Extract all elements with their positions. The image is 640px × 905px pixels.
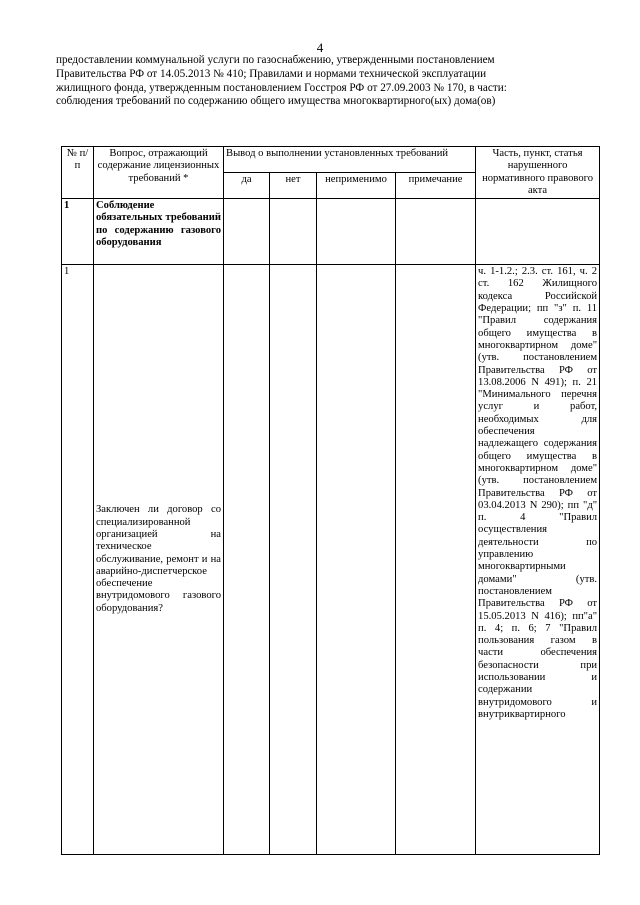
intro-paragraph [56, 54, 598, 109]
table-row [62, 265, 600, 855]
header-note: примечание [396, 173, 476, 199]
table-header-row [62, 147, 600, 173]
header-not-applicable: неприменимо [317, 173, 396, 199]
header-conclusion: Вывод о выполнении установленных требований [224, 147, 476, 173]
section-title: Соблюдение обязательных требований по содержанию газового оборудования [94, 199, 224, 265]
cell-note [396, 265, 476, 855]
intro-line: Правительства РФ от 14.05.2013 № 410; Правилами и нормами технической эксплуатации [56, 67, 487, 80]
item-question: Заключен ли договор со специализированной организацией на техническое обслуживание, ремонт и на аварийно-диспетчерское обеспечение внутридомового газового оборудования? [94, 265, 224, 855]
page-number: 4 [316, 40, 324, 55]
checklist-table [61, 146, 600, 855]
intro-line: предоставлении коммунальной услуги по газоснабжению, утвержденными постановлением [56, 54, 495, 66]
cell-note [396, 199, 476, 265]
header-no: нет [270, 173, 317, 199]
header-reference: Часть, пункт, статья нарушенного нормативного правового акта [476, 147, 600, 199]
intro-line: жилищного фонда, утвержденным постановлением Госстроя РФ от 27.09.2003 № 170, в части: [56, 81, 507, 94]
intro-line: соблюдения требований по содержанию общего имущества многоквартирного(ых) дома(ов) [56, 95, 496, 108]
cell-no [270, 199, 317, 265]
header-question: Вопрос, отражающий содержание лицензионных требований * [94, 147, 224, 199]
cell-reference [476, 199, 600, 265]
cell-no [270, 265, 317, 855]
cell-not-applicable [317, 265, 396, 855]
cell-yes [224, 265, 270, 855]
item-reference: ч. 1-1.2.; 2.3. ст. 161, ч. 2 ст. 162 Жилищного кодекса Российской Федерации; пп "з" п. 11 "Правил содержания общего имущества в многоквартирном доме" (утв. постановлением Правительства РФ от 13.08.2006 N 491); п. 21 "Минимального перечня услуг и работ, необходимых для обеспечения надлежащего содержания общего имущества в многоквартирном доме" (утв. постановлением Правительства РФ от 03.04.2013 N 290); пп "д" п. 4 "Правил осуществления деятельности по управлению многоквартирными домами" (утв. постановлением Правительства РФ от 15.05.2013 N 416); пп"а" п. 4; п. 6; 7 "Правил пользования газом в части обеспечения безопасности при использовании и содержании внутридомового и внутриквартирного [476, 265, 600, 855]
cell-not-applicable [317, 199, 396, 265]
table-section-row [62, 199, 600, 265]
section-number: 1 [62, 199, 94, 265]
header-yes: да [224, 173, 270, 199]
header-number: № п/п [62, 147, 94, 199]
cell-yes [224, 199, 270, 265]
item-number: 1 [62, 265, 94, 855]
